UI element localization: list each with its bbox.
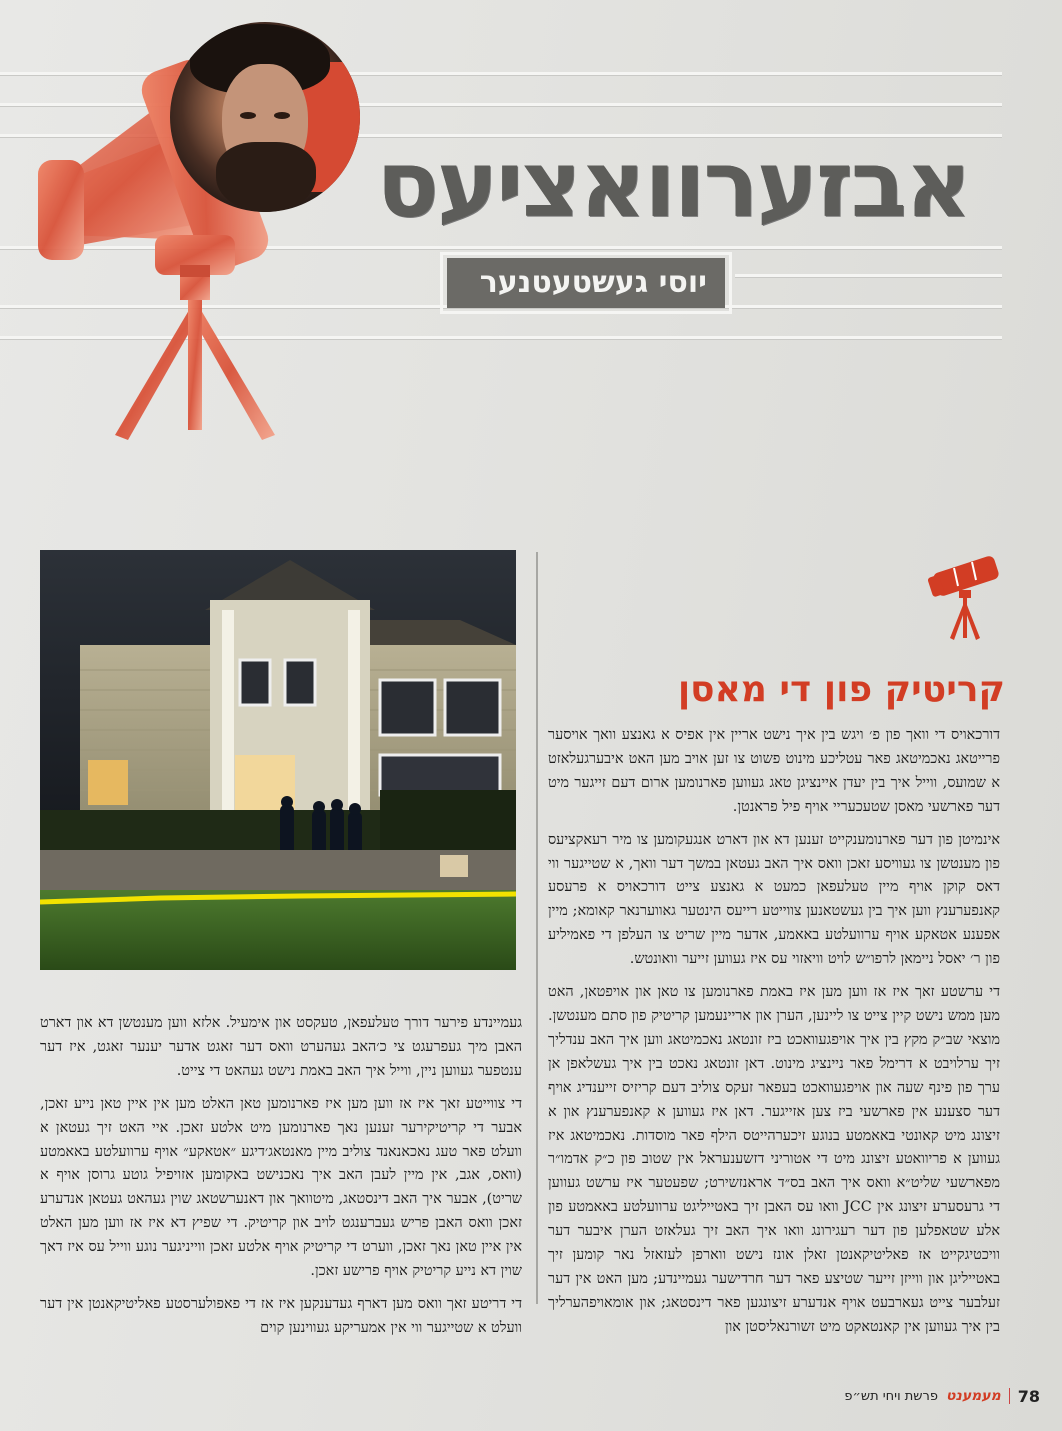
paragraph: געמיינדע פירער דורך טעלעפאן, טעקסט און אימעיל. אלזא ווען מענטשן דא און דארט האבן מיך געפרעגט צי כ׳האב געהערט וואס דער זאגט אדער יענער זאגט, איז דער ענטפער געווען ניין, ווייל איך האב באמת נישט געהאט די צייט. — [40, 1015, 522, 1079]
article-column-left — [40, 1012, 522, 1350]
telescope-icon — [928, 550, 1002, 640]
article-title: קריטיק פון די מאסן — [677, 669, 1005, 710]
paragraph: די דריטע זאך וואס מען דארף געדענקען איז אז די פאפולערסטע פאליטיקאנטן אין דער וועלט א שטייגער ווי אין אמעריקע געווינען קוים — [40, 1295, 522, 1336]
column-divider — [536, 552, 538, 1304]
page-number: 78 — [1017, 1386, 1040, 1406]
decor-line — [735, 274, 1002, 277]
footer-separator — [1009, 1388, 1010, 1404]
paragraph: די צווייטע זאך איז אז ווען מען איז פארנומען טאן האלט מען אין איין טאן נייע זאכן, אבער די קריטיקירער זענען נאך פארנומען מיט אלטע זאכן. איי האט זיך געטאן א וועלט פאר טעג נאכאנאנד צוליב מיין מאנטאג׳דיגע ״אטאקע״ אויף ערוועלטע באאמטע (וואס, אגב, אין מיין לעבן האב איך נאכנישט באקומען אזויפיל גוטע גרוסן אויף א שריט), אבער איך האב דינסטאג, מיטוואך און דאנערשטאג שוין געהאט געטאן אנדערע זאכן וואס האבן פריש געברענגט לויב און קריטיק. די שפיץ דא איז אז ווען מען האלט אין איין טאן נאך זאכן, ווערט די קריטיק אויף אלטע זאכן ווייניגער נוגע ווייל עס איז דאך שוין דא נייע קריטיק אויף פרישע זאכן. — [40, 1095, 522, 1280]
author-portrait — [170, 22, 360, 212]
paragraph: די ערשטע זאך איז אז ווען מען איז באמת פארנומען צו טאן און אויפטאן, האט מען ממש נישט קיין צייט צו ליינען, הערן און אריינעמען קריטיק פון סתם מענטשן. מוצאי שב״ק מקץ בין איך אויפגעוואכט ביז זונטאג נאכמיטאג ווען איך האב ענדליך זיך ערלויבט א דרימל פאר ניינציג מינוט. דאן זונטאג נאכט בין איך געשלאפן אן ערך פון פינף שעה און אויפגעוואכט בעפאר זעקס צוליב דעם קריזיס זייענדיג אויף דער סצענע אין פארשעי ביז צען אזייגער. דאן איז געווען א קאנפערענץ און א זיצונג מיט קאונטי באאמטע בנוגע זיכערהייטס הילף פאר מוסדות. נאכמיטאג איז געווען א פריוואטע זיצונג מיט די אטוריני דזשענעראל אין שטוב פון כ״ק אדמו״ר מפארשעי שליט״א וואס איך האב בס״ד אראנזשירט; שפעטער איז ערשט געווען די גרעסערע זיצונג אין JCC וואו עס האבן זיך באטייליגט ערוועלטע באאמטע פון אלע שטאפלען פון דער רעגירונג וואו איך האב זיך געלאזט הערן איבער דער וויכטיגקייט אז פאליטיקאנטן זאלן אונז נישט ווארפן לעזאזל נאר קומען זיך באטייליגן און ווייזן זייער שטיצע פאר דער חרדישער געמיינדע; מען האט אין דער זעלבער צייט געארבעט אויף אנדערע זיצונגען פאר דינסטאג; און אומאויפהערליך בין איך געווען אין קאנטאקט מיט זשורנאליסטן און — [548, 984, 1000, 1335]
section-title: אבזערוואציעס — [376, 131, 970, 238]
issue-label: פרשת ויחי תש״פ — [844, 1388, 938, 1404]
paragraph: דורכאויס די וואך פון פ׳ ויגש בין איך נישט אריין אין אפיס א גאנצע וואך אויסער פרייטאג נאכמיטאג פאר עטליכע מינוט פשוט צו זען אויב מען האט איבערגעלאזט א שמועס, ווייל איך בין יעדן איינציגן טאג געווען פארנומען ארום דעם זייגער מיט דער פארשעי מאסן שטעכעריי אויף פיל פראנטן. — [548, 727, 1000, 815]
article-column-right — [548, 724, 1000, 1349]
article-photo — [40, 550, 516, 970]
author-name: יוסי געשטעטנער — [447, 258, 725, 308]
paragraph: אינמיטן פון דער פארנומענקייט זענען דא און דארט אנגעקומען צו מיר רעאקציעס פון מענטשן צו געוויסע זאכן וואס איך האב געטאן במשך דער וואך, א שטייגער ווי דאס קוקן אויף מיין טעלעפאן כמעט א גאנצע צייט דורכאויס א פרעסע קאנפערענץ ווען איך בין געשטאנען צווייטע רייעס הינטער גאווערנאר קאומא; מיין אפענע אטאקע אויף ערוועלטע באאמע, אדער מיין שריט צו העלפן די פאמיליע פון ר׳ יאסל ניימאן לרפו״ש לויט וויאזוי עס איז געווען זייער וואונטש. — [548, 831, 1000, 968]
magazine-logo: מעמענט — [945, 1388, 1001, 1404]
page-footer — [820, 1384, 1040, 1408]
